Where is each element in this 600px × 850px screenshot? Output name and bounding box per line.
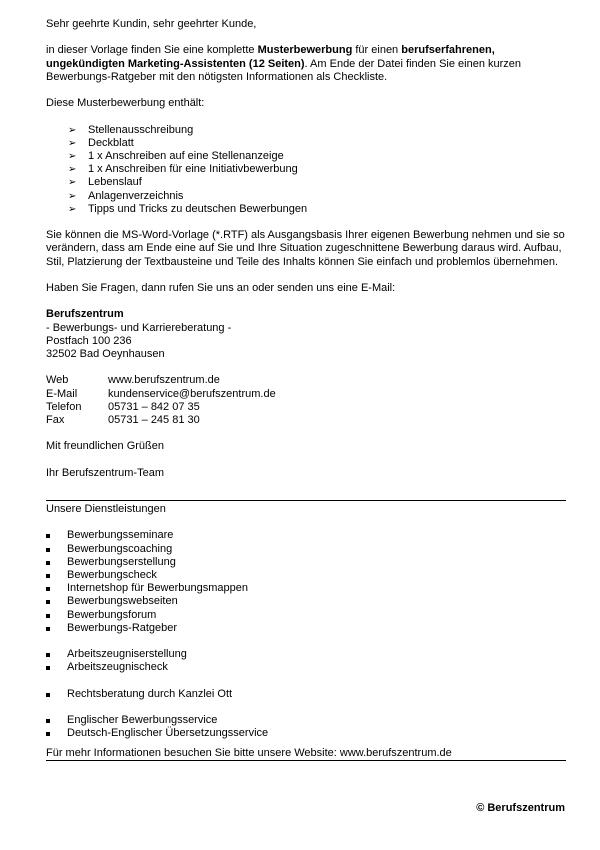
address-block <box>46 308 566 361</box>
contents-item: ➢ Stellenausschreibung <box>68 123 194 136</box>
usage-paragraph: Sie können die MS-Word-Vorlage (*.RTF) als Ausgangsbasis Ihrer eigenen Bewerbung nehmen und sie so verändern, dass am Ende eine auf Sie und Ihre Situation zugeschnittene Bewerbung daraus wird. Aufbau, Stil, Platzierung der Textbausteine und Teile des Inhalts können Sie einfach und problemlos übernehmen. <box>46 229 565 268</box>
service-item: Bewerbungsforum <box>46 609 566 622</box>
contents-item: ➢ 1 x Anschreiben auf eine Stellenanzeige <box>68 149 284 162</box>
contents-item: ➢ 1 x Anschreiben für eine Initiativbewerbung <box>68 163 298 176</box>
service-item: Rechtsberatung durch Kanzlei Ott <box>46 688 566 701</box>
contact-row-fax <box>46 414 566 427</box>
intro-bold-2: berufserfahrenen, ungekündigten Marketing-Assistenten (12 Seiten) <box>46 44 495 70</box>
questions-paragraph: Haben Sie Fragen, dann rufen Sie uns an oder senden uns eine E-Mail: <box>46 281 396 294</box>
intro-text-1: in dieser Vorlage finden Sie eine komplette <box>46 44 258 57</box>
footer-divider <box>46 760 566 761</box>
address-line: 32502 Bad Oeynhausen <box>46 347 165 360</box>
services-list-certificates <box>46 648 566 674</box>
square-bullet-icon <box>46 614 50 618</box>
square-bullet-icon <box>46 719 50 723</box>
signature: Ihr Berufszentrum-Team <box>46 466 164 479</box>
intro-text-3: . Am Ende der Datei finden Sie einen kurzen Bewerbungs-Ratgeber mit den nötigsten Informationen als Checkliste. <box>46 57 522 83</box>
document-page <box>46 18 566 761</box>
contents-heading: Diese Musterbewerbung enthält: <box>46 97 205 110</box>
service-item: Internetshop für Bewerbungsmappen <box>46 582 566 595</box>
address-line: Postfach 100 236 <box>46 334 132 347</box>
services-list-english <box>46 714 566 740</box>
square-bullet-icon <box>46 574 50 578</box>
arrow-bullet-icon: ➢ <box>68 124 77 136</box>
email-link[interactable]: kundenservice@berufszentrum.de <box>108 387 276 400</box>
service-item: Bewerbungscheck <box>46 569 566 582</box>
contact-label: Telefon <box>46 400 82 413</box>
square-bullet-icon <box>46 627 50 631</box>
intro-paragraph <box>46 44 566 84</box>
square-bullet-icon <box>46 693 50 697</box>
intro-bold-1: Musterbewerbung <box>257 44 353 57</box>
intro-text-2: für einen <box>352 44 402 57</box>
contents-item: ➢ Anlagenverzeichnis <box>68 189 184 202</box>
contact-block <box>46 374 566 427</box>
service-item: Bewerbungserstellung <box>46 556 566 569</box>
contact-label: Web <box>46 374 69 387</box>
square-bullet-icon <box>46 587 50 591</box>
arrow-bullet-icon: ➢ <box>68 164 77 176</box>
services-heading: Unsere Dienstleistungen <box>46 502 166 515</box>
contents-item: ➢ Lebenslauf <box>68 176 142 189</box>
contents-list <box>46 124 566 216</box>
phone-value: 05731 – 842 07 35 <box>108 400 200 413</box>
arrow-bullet-icon: ➢ <box>68 203 77 215</box>
service-item: Bewerbungswebseiten <box>46 595 566 608</box>
copyright-notice: © Berufszentrum <box>476 802 565 814</box>
services-list-legal <box>46 688 566 701</box>
service-item: Arbeitszeugnischeck <box>46 661 566 674</box>
square-bullet-icon <box>46 653 50 657</box>
arrow-bullet-icon: ➢ <box>68 177 77 189</box>
service-item: Deutsch-Englischer Übersetzungsservice <box>46 727 566 740</box>
arrow-bullet-icon: ➢ <box>68 150 77 162</box>
contents-item: ➢ Deckblatt <box>68 136 134 149</box>
services-list-main <box>46 529 566 635</box>
contact-row-web <box>46 374 566 387</box>
address-line: - Bewerbungs- und Karriereberatung - <box>46 321 232 334</box>
service-item: Englischer Bewerbungsservice <box>46 714 566 727</box>
greeting: Sehr geehrte Kundin, sehr geehrter Kunde, <box>46 18 257 30</box>
fax-value: 05731 – 245 81 30 <box>108 413 200 426</box>
service-item: Bewerbungsseminare <box>46 529 566 542</box>
service-item: Bewerbungscoaching <box>46 543 566 556</box>
square-bullet-icon <box>46 534 50 538</box>
square-bullet-icon <box>46 666 50 670</box>
square-bullet-icon <box>46 548 50 552</box>
footer-info: Für mehr Informationen besuchen Sie bitte unsere Website: www.berufszentrum.de <box>46 746 452 759</box>
closing: Mit freundlichen Grüßen <box>46 440 164 453</box>
square-bullet-icon <box>46 561 50 565</box>
contact-row-phone <box>46 401 566 414</box>
square-bullet-icon <box>46 600 50 604</box>
service-item: Bewerbungs-Ratgeber <box>46 622 566 635</box>
service-item: Arbeitszeugniserstellung <box>46 648 566 661</box>
contact-row-email <box>46 388 566 401</box>
contents-item: ➢ Tipps und Tricks zu deutschen Bewerbungen <box>68 202 308 215</box>
company-name: Berufszentrum <box>46 308 124 321</box>
contact-label: Fax <box>46 413 65 426</box>
arrow-bullet-icon: ➢ <box>68 137 77 149</box>
arrow-bullet-icon: ➢ <box>68 190 77 202</box>
square-bullet-icon <box>46 732 50 736</box>
contact-label: E-Mail <box>46 387 78 400</box>
website-link[interactable]: www.berufszentrum.de <box>108 374 220 387</box>
